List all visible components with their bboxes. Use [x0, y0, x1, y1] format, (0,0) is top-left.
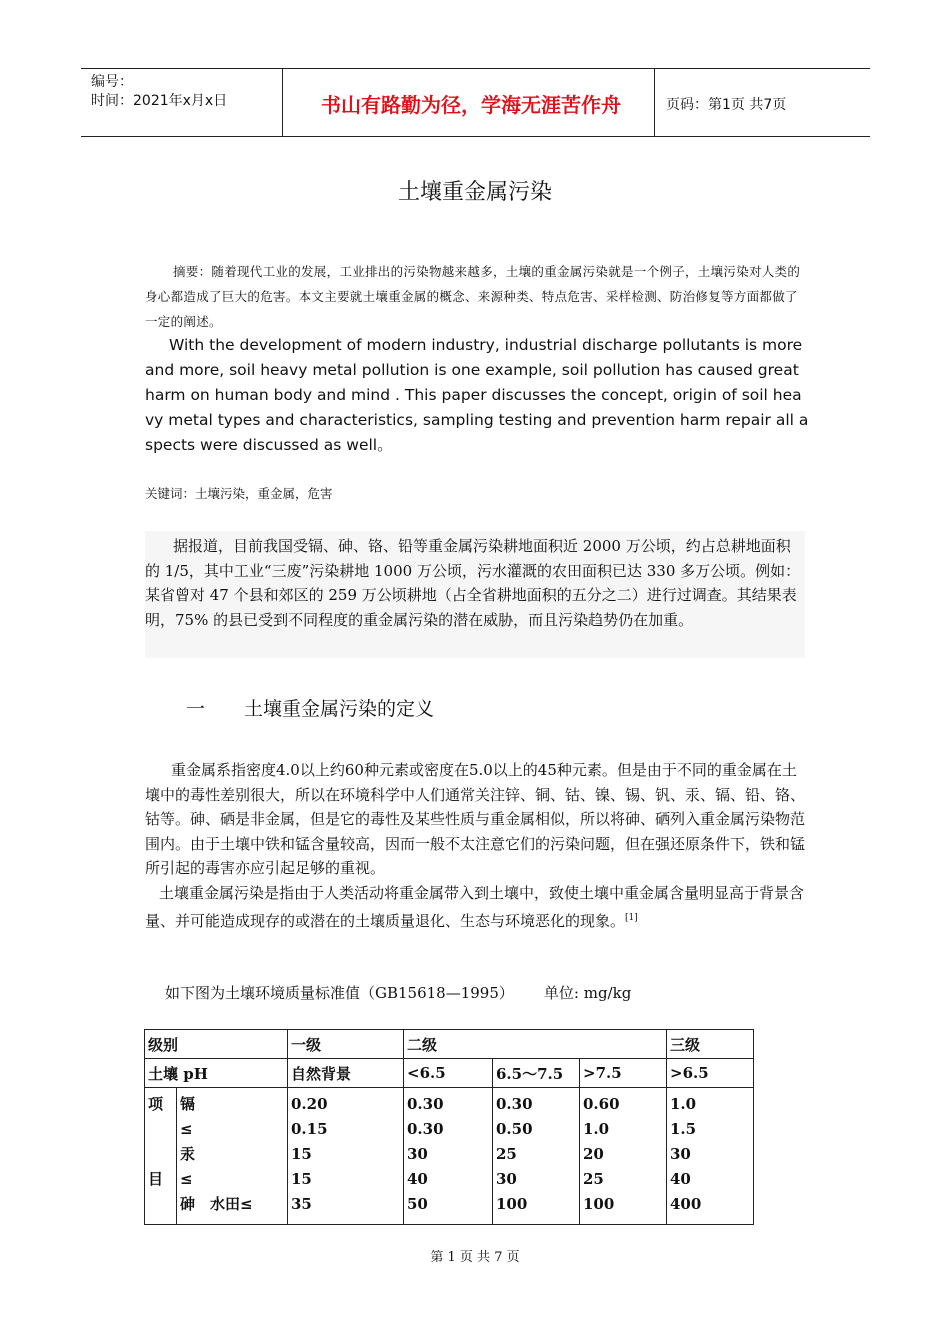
section-title: 土壤重金属污染的定义: [244, 698, 435, 720]
value: 40: [670, 1170, 691, 1188]
table-row: [145, 1059, 754, 1088]
section-heading: [186, 694, 434, 721]
value: 30: [407, 1145, 428, 1163]
abstract-chinese: 摘要：随着现代工业的发展，工业排出的污染物越来越多，土壤的重金属污染就是一个例子，土壤污染对人类的身心都造成了巨大的危害。本文主要就土壤重金属的概念、来源种类、特点危害、采样检测、防治修复等方面都做了一定的阐述。: [145, 264, 801, 329]
table-cell: 一级: [288, 1030, 404, 1059]
value: 15: [291, 1170, 312, 1188]
table-row: [145, 1088, 754, 1225]
item-label: 项: [148, 1095, 164, 1113]
caption-unit: 单位: mg/kg: [543, 984, 632, 1002]
element-name: ≤: [180, 1120, 193, 1138]
value: 15: [291, 1145, 312, 1163]
value: 400: [670, 1195, 702, 1213]
element-name: ≤: [180, 1170, 193, 1188]
table-cell: >7.5: [580, 1059, 667, 1088]
table-cell: [145, 1088, 177, 1225]
value: 0.30: [407, 1120, 444, 1138]
page-header: [81, 68, 870, 137]
table-cell: 二级: [404, 1030, 667, 1059]
document-title: 土壤重金属污染: [397, 180, 552, 205]
value: 50: [407, 1195, 428, 1213]
value: 0.30: [407, 1095, 444, 1113]
definition-text: 土壤重金属污染是指由于人类活动将重金属带入到土壤中，致使土壤中重金属含量明显高于背景含量、并可能造成现存的或潜在的土壤质量退化、生态与环境恶化的现象。: [145, 884, 805, 930]
table-cell: 级别: [145, 1030, 288, 1059]
table-cell: [404, 1088, 493, 1225]
value: 0.20: [291, 1095, 328, 1113]
table-cell: [667, 1088, 754, 1225]
value: 1.5: [670, 1120, 697, 1138]
value: 0.50: [496, 1120, 533, 1138]
value: 30: [670, 1145, 691, 1163]
value: 30: [496, 1170, 517, 1188]
doc-date: 时间：2021年x月x日: [91, 93, 228, 109]
value: 25: [496, 1145, 517, 1163]
value: 0.30: [496, 1095, 533, 1113]
value: 35: [291, 1195, 312, 1213]
item-label: 目: [148, 1170, 164, 1188]
citation-ref: [1]: [625, 912, 638, 923]
table-row: [145, 1030, 754, 1059]
table-cell: <6.5: [404, 1059, 493, 1088]
value: 1.0: [670, 1095, 697, 1113]
keywords: 关键词：土壤污染，重金属，危害: [145, 486, 333, 501]
definition-paragraph-1: 重金属系指密度4.0以上约60种元素或密度在5.0以上的45种元素。但是由于不同的重金属在土壤中的毒性差别很大，所以在环境科学中人们通常关注锌、铜、钴、镍、锡、钒、汞、镉、铅、铬、钴等。砷、硒是非金属，但是它的毒性及某些性质与重金属相似，所以将砷、硒列入重金属污染物范围内。由于土壤中铁和锰含量较高，因而一般不太注意它们的污染问题，但在强还原条件下，铁和锰所引起的毒害亦应引起足够的重视。: [145, 761, 806, 877]
abstract-english: With the development of modern industry, industrial discharge pollutants is more and more, soil heavy metal pollution is one example, soil pollution has caused great harm on human body and mind . This paper discusses the concept, origin of soil heavy metal types and characteristics, sampling testing and prevention harm repair all aspects were discussed as well。: [145, 336, 809, 454]
value: 100: [583, 1195, 615, 1213]
value: 25: [583, 1170, 604, 1188]
header-divider: [282, 69, 283, 136]
table-cell: 土壤 pH: [145, 1059, 288, 1088]
page-footer: 第 1 页 共 7 页: [430, 1250, 520, 1265]
value: 0.15: [291, 1120, 328, 1138]
table-cell: [580, 1088, 667, 1225]
table-cell: [493, 1088, 580, 1225]
definition-paragraph-2: [145, 881, 810, 933]
intro-paragraph: 据报道，目前我国受镉、砷、铬、铅等重金属污染耕地面积近 2000 万公顷，约占总耕地面积的 1/5，其中工业“三废”污染耕地 1000 万公顷，污水灌溉的农田面积已达 330 多万公顷。例如：某省曾对 47 个县和郊区的 259 万公顷耕地（占全省耕地面积的五分之二）进行过调查。其结果表明，75% 的县已受到不同程度的重金属污染的潜在威胁，而且污染趋势仍在加重。: [145, 531, 805, 658]
element-name: 镉: [180, 1095, 196, 1113]
header-meta: [91, 73, 227, 111]
value: 1.0: [583, 1120, 610, 1138]
section-number: 一: [186, 698, 206, 720]
doc-number-label: 编号：: [91, 74, 133, 90]
value: 0.60: [583, 1095, 620, 1113]
element-name: 汞: [180, 1145, 196, 1163]
soil-standard-table: [144, 1029, 754, 1225]
element-name: 砷 水田≤: [180, 1195, 253, 1213]
value: 40: [407, 1170, 428, 1188]
table-cell: >6.5: [667, 1059, 754, 1088]
table-cell: 自然背景: [288, 1059, 404, 1088]
table-cell: [288, 1088, 404, 1225]
header-page-info: 页码：第1页 共7页: [666, 97, 787, 113]
table-cell: 三级: [667, 1030, 754, 1059]
table-cell: 6.5～7.5: [493, 1059, 580, 1088]
caption-text: 如下图为土壤环境质量标准值（GB15618—1995）: [165, 984, 514, 1002]
value: 20: [583, 1145, 604, 1163]
table-cell: [177, 1088, 288, 1225]
header-motto: 书山有路勤为径，学海无涯苦作舟: [321, 93, 621, 117]
value: 100: [496, 1195, 528, 1213]
table-caption: [165, 982, 631, 1003]
